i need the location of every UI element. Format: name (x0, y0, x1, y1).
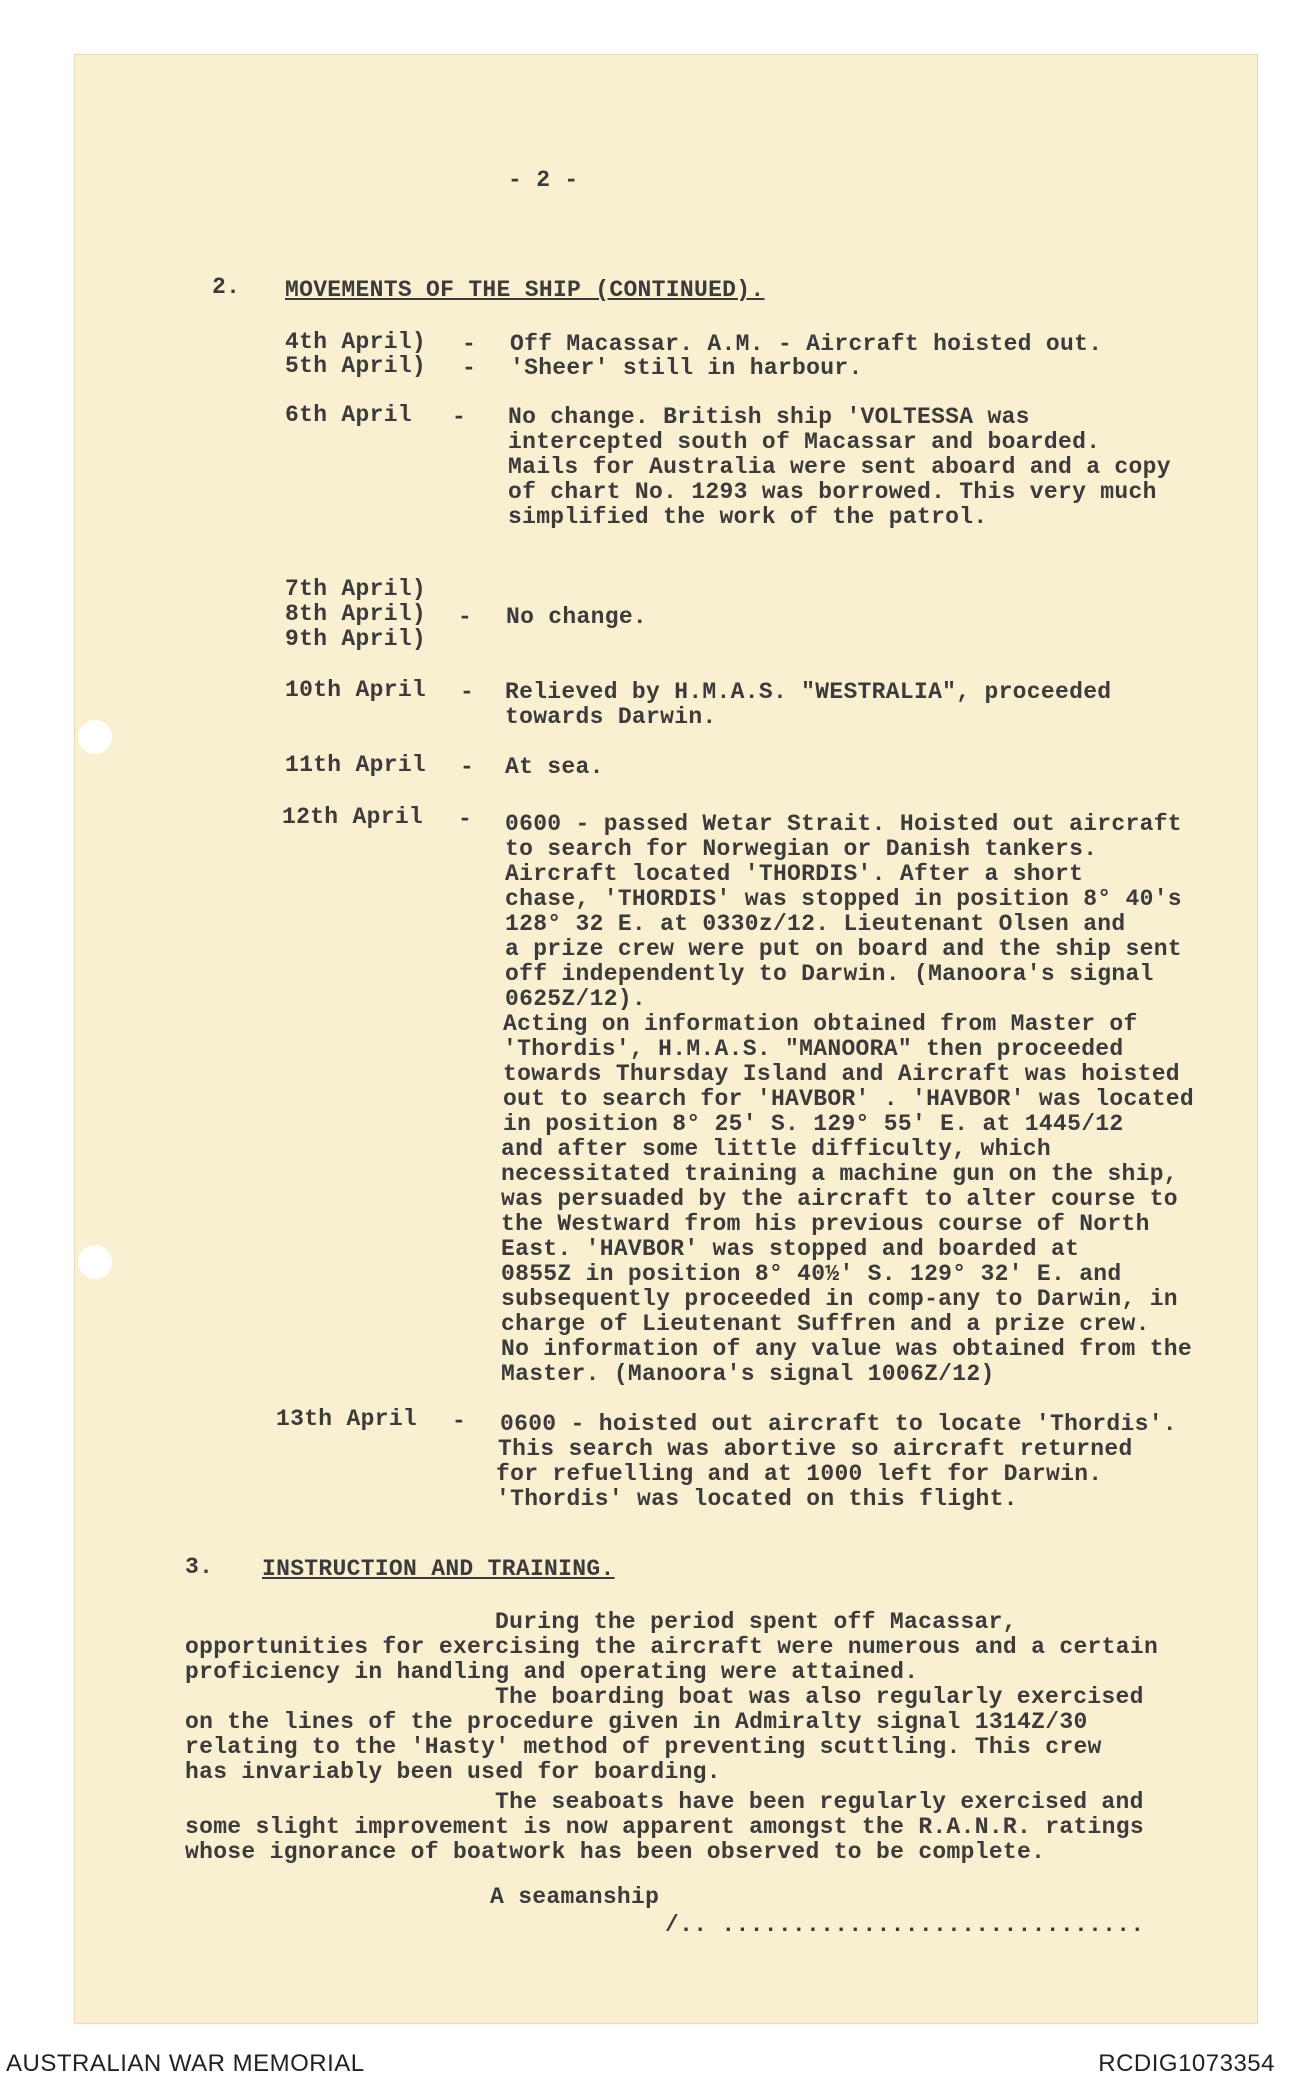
entry-date: 10th April (285, 677, 427, 703)
entry-line: simplified the work of the patrol. (508, 504, 988, 530)
body-line: has invariably been used for boarding. (185, 1759, 721, 1785)
entry-line: a prize crew were put on board and the ship sent (505, 936, 1182, 962)
archive-credit: AUSTRALIAN WAR MEMORIAL (6, 2050, 365, 2077)
entry-line: No change. (506, 604, 648, 630)
entry-line: the Westward from his previous course of North (501, 1211, 1150, 1237)
body-line: on the lines of the procedure given in Admiralty signal 1314Z/30 (185, 1709, 1088, 1735)
entry-line: necessitated training a machine gun on the ship, (501, 1161, 1178, 1187)
entry-line: 0600 - passed Wetar Strait. Hoisted out aircraft (505, 811, 1182, 837)
entry-line: out to search for 'HAVBOR' . 'HAVBOR' was located (503, 1086, 1195, 1112)
entry-dash: - (460, 679, 475, 705)
entry-line: East. 'HAVBOR' was stopped and boarded at (501, 1236, 1080, 1262)
section-3-number: 3. (185, 1554, 214, 1580)
entry-line: Aircraft located 'THORDIS'. After a short (505, 861, 1084, 887)
entry-date: 5th April) (285, 353, 427, 379)
body-line: The seaboats have been regularly exercised and (495, 1789, 1144, 1815)
entry-dash: - (462, 355, 477, 381)
body-line: The boarding boat was also regularly exercised (495, 1684, 1144, 1710)
entry-line: towards Thursday Island and Aircraft was hoisted (503, 1061, 1180, 1087)
entry-line: towards Darwin. (505, 704, 717, 730)
entry-line: Master. (Manoora's signal 1006Z/12) (501, 1361, 995, 1387)
entry-line: 0600 - hoisted out aircraft to locate 'Thordis'. (500, 1411, 1177, 1437)
entry-line: 'Thordis', H.M.A.S. "MANOORA" then proceeded (503, 1036, 1124, 1062)
entry-date: 4th April) (285, 329, 427, 355)
entry-line: intercepted south of Macassar and boarded. (508, 429, 1101, 455)
entry-date: 13th April (276, 1406, 418, 1432)
entry-line: 'Sheer' still in harbour. (510, 355, 863, 381)
entry-line: This search was abortive so aircraft returned (498, 1436, 1133, 1462)
entry-line: charge of Lieutenant Suffren and a prize crew. (501, 1311, 1150, 1337)
entry-line: 0625Z/12). (505, 986, 647, 1012)
entry-line: off independently to Darwin. (Manoora's signal (505, 961, 1154, 987)
entry-date: 9th April) (285, 626, 427, 652)
entry-dash: - (452, 404, 467, 430)
entry-line: No change. British ship 'VOLTESSA was (508, 404, 1030, 430)
section-3-heading: INSTRUCTION AND TRAINING. (262, 1556, 615, 1582)
entry-line: for refuelling and at 1000 left for Darwin. (496, 1461, 1103, 1487)
entry-date: 12th April (282, 804, 424, 830)
archive-id: RCDIG1073354 (1098, 2050, 1275, 2077)
entry-dash: - (458, 604, 473, 630)
body-line: proficiency in handling and operating were attained. (185, 1659, 919, 1685)
entry-line: chase, 'THORDIS' was stopped in position 8° 40's (505, 886, 1182, 912)
entry-line: 0855Z in position 8° 40½' S. 129° 32' E. and (501, 1261, 1122, 1287)
entry-dash: - (460, 754, 475, 780)
catchword: A seamanship (490, 1884, 660, 1910)
entry-line: to search for Norwegian or Danish tankers. (505, 836, 1098, 862)
entry-date: 7th April) (285, 576, 427, 602)
body-line: whose ignorance of boatwork has been observed to be complete. (185, 1839, 1046, 1865)
entry-line: Relieved by H.M.A.S. "WESTRALIA", proceeded (505, 679, 1112, 705)
section-2-heading: MOVEMENTS OF THE SHIP (CONTINUED). (285, 277, 765, 303)
body-line: opportunities for exercising the aircraft were numerous and a certain (185, 1634, 1159, 1660)
entry-line: Mails for Australia were sent aboard and a copy (508, 454, 1171, 480)
entry-dash: - (458, 806, 473, 832)
entry-line: Off Macassar. A.M. - Aircraft hoisted out. (510, 331, 1103, 357)
body-line: During the period spent off Macassar, (495, 1609, 1017, 1635)
entry-date: 11th April (285, 752, 427, 778)
body-line: some slight improvement is now apparent amongst the R.A.N.R. ratings (185, 1814, 1144, 1840)
punch-hole-upper (78, 720, 112, 754)
entry-line: Acting on information obtained from Master of (503, 1011, 1138, 1037)
body-line: relating to the 'Hasty' method of preventing scuttling. This crew (185, 1734, 1102, 1760)
entry-dash: - (462, 331, 477, 357)
entry-line: 'Thordis' was located on this flight. (496, 1486, 1018, 1512)
section-2-number: 2. (212, 274, 241, 300)
page-number: - 2 - (508, 167, 579, 193)
entry-line: was persuaded by the aircraft to alter course to (501, 1186, 1178, 1212)
continuation-marker: /.. .............................. (665, 1912, 1145, 1938)
entry-date: 8th April) (285, 601, 427, 627)
entry-line: in position 8° 25' S. 129° 55' E. at 1445/12 (503, 1111, 1124, 1137)
entry-line: No information of any value was obtained from the (501, 1336, 1193, 1362)
entry-line: and after some little difficulty, which (501, 1136, 1051, 1162)
entry-date: 6th April (285, 402, 412, 428)
entry-line: 128° 32 E. at 0330z/12. Lieutenant Olsen and (505, 911, 1126, 937)
entry-line: subsequently proceeded in comp-any to Darwin, in (501, 1286, 1178, 1312)
entry-line: At sea. (505, 754, 604, 780)
entry-dash: - (452, 1408, 467, 1434)
entry-line: of chart No. 1293 was borrowed. This very much (508, 479, 1157, 505)
punch-hole-lower (78, 1245, 112, 1279)
